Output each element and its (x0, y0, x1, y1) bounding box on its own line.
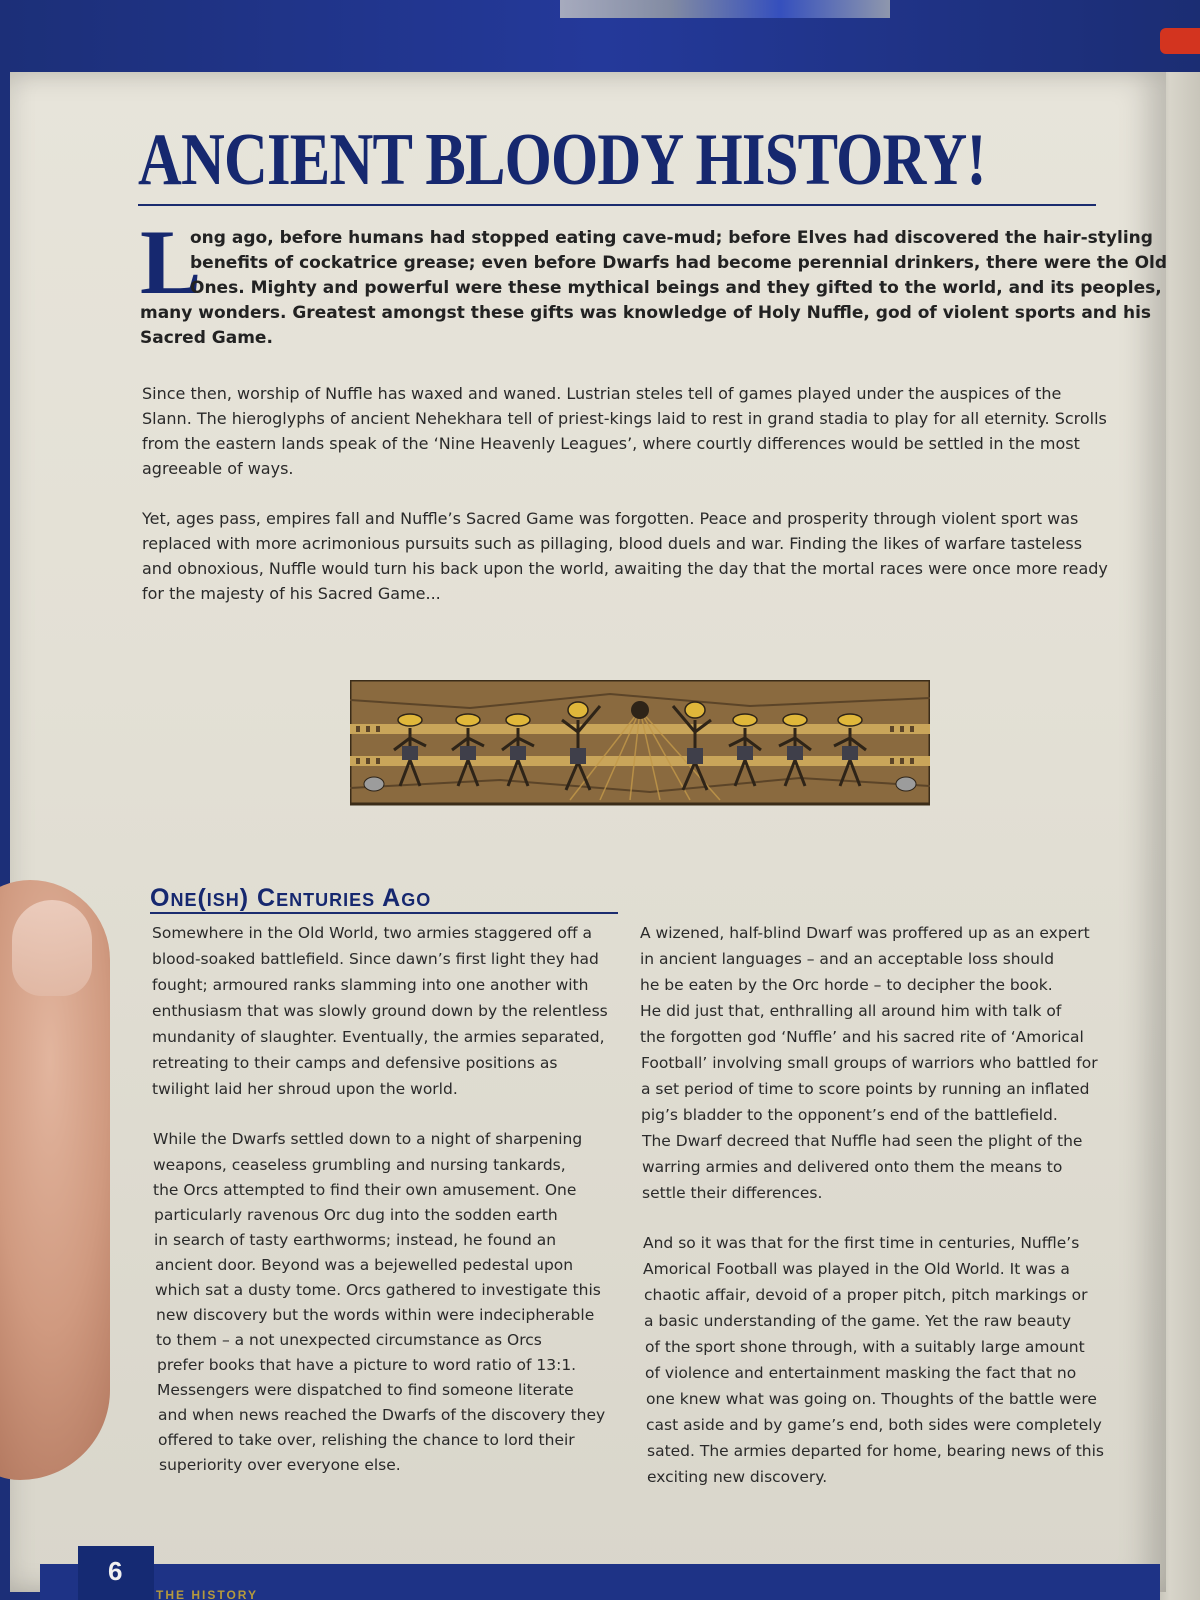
page-number: 6 (108, 1556, 123, 1586)
left-col-line: While the Dwarfs settled down to a night of sharpening (153, 1130, 583, 1148)
intro-line: benefits of cockatrice grease; even before Dwarfs had become perennial drinkers, there were the Old (190, 253, 1168, 273)
frieze-illustration (350, 680, 930, 808)
right-col-line: one knew what was going on. Thoughts of the battle were (646, 1390, 1097, 1408)
left-col-line: Messengers were dispatched to find someone literate (157, 1381, 574, 1399)
body-line: Slann. The hieroglyphs of ancient Nehekhara tell of priest-kings laid to rest in grand stadia to play for all eternity. Scrolls (142, 409, 1107, 428)
intro-line: Ones. Mighty and powerful were these mythical beings and they gifted to the world, and its peoples, (190, 278, 1162, 298)
left-col-line: in search of tasty earthworms; instead, he found an (154, 1231, 557, 1249)
right-col-line: chaotic affair, devoid of a proper pitch, pitch markings or (644, 1286, 1088, 1304)
left-col-line: which sat a dusty tome. Orcs gathered to investigate this (155, 1281, 601, 1299)
right-col-line: Football’ involving small groups of warriors who battled for (641, 1054, 1098, 1072)
title-underline (138, 204, 1096, 206)
body-line: replaced with more acrimonious pursuits such as pillaging, blood duels and war. Finding the likes of warfare tasteless (142, 534, 1083, 553)
body-line: from the eastern lands speak of the ‘Nine Heavenly Leagues’, where courtly differences would be settled in the most (142, 434, 1080, 453)
right-col-line: exciting new discovery. (647, 1468, 828, 1486)
intro-line: ong ago, before humans had stopped eating cave-mud; before Elves had discovered the hair-styling (190, 228, 1153, 248)
right-col-line: of violence and entertainment masking the fact that no (645, 1364, 1077, 1382)
right-col-line: sated. The armies departed for home, bearing news of this (647, 1442, 1105, 1460)
left-col-line: prefer books that have a picture to word ratio of 13:1. (157, 1356, 577, 1374)
body-line: Since then, worship of Nuffle has waxed and waned. Lustrian steles tell of games played under the auspices of the (142, 384, 1062, 403)
intro-line: Sacred Game. (140, 328, 273, 348)
right-col-line: settle their differences. (642, 1184, 823, 1202)
left-col-line: enthusiasm that was slowly ground down by the relentless (152, 1002, 608, 1020)
body-line: for the majesty of his Sacred Game... (142, 584, 441, 603)
left-col-line: fought; armoured ranks slamming into one another with (152, 976, 589, 994)
hieroglyph-frieze (350, 680, 930, 808)
left-col-line: Somewhere in the Old World, two armies staggered off a (152, 924, 592, 942)
thumbnail-nail (12, 900, 92, 996)
body-line: agreeable of ways. (142, 459, 294, 478)
right-col-line: a set period of time to score points by running an inflated (641, 1080, 1090, 1098)
right-col-line: The Dwarf decreed that Nuffle had seen the plight of the (642, 1132, 1083, 1150)
right-col-line: cast aside and by game’s end, both sides were completely (646, 1416, 1102, 1434)
right-col-line: of the sport shone through, with a suitably large amount (645, 1338, 1085, 1356)
left-col-line: retreating to their camps and defensive positions as (152, 1054, 558, 1072)
intro-line: many wonders. Greatest amongst these gifts was knowledge of Holy Nuffle, god of violent sports and his (140, 303, 1152, 323)
left-col-line: offered to take over, relishing the chance to lord their (158, 1431, 575, 1449)
left-col-line: the Orcs attempted to find their own amusement. One (153, 1181, 577, 1199)
right-col-line: the forgotten god ‘Nuffle’ and his sacred rite of ‘Amorical (640, 1028, 1084, 1046)
left-col-line: superiority over everyone else. (159, 1456, 401, 1474)
left-col-line: blood-soaked battlefield. Since dawn’s first light they had (152, 950, 599, 968)
bookmark-ribbon (1160, 28, 1200, 54)
footer-running-head: THE HISTORY (156, 1588, 259, 1600)
page-title: ANCIENT BLOODY HISTORY! (138, 119, 986, 201)
right-col-line: He did just that, enthralling all around him with talk of (640, 1002, 1062, 1020)
book-top-edge (560, 0, 890, 18)
left-col-line: mundanity of slaughter. Eventually, the armies separated, (152, 1028, 605, 1046)
right-col-line: A wizened, half-blind Dwarf was proffered up as an expert (640, 924, 1090, 942)
right-col-line: Amorical Football was played in the Old World. It was a (643, 1260, 1070, 1278)
right-col-line: a basic understanding of the game. Yet the raw beauty (644, 1312, 1071, 1330)
left-col-line: and when news reached the Dwarfs of the discovery they (158, 1406, 606, 1424)
right-col-line: pig’s bladder to the opponent’s end of the battlefield. (641, 1106, 1058, 1124)
left-col-line: to them – a not unexpected circumstance as Orcs (156, 1331, 542, 1349)
right-col-line: he be eaten by the Orc horde – to decipher the book. (640, 976, 1053, 994)
drop-cap: L (140, 211, 202, 313)
right-col-line: in ancient languages – and an acceptable loss should (640, 950, 1055, 968)
left-col-line: ancient door. Beyond was a bejewelled pedestal upon (155, 1256, 574, 1274)
left-col-line: particularly ravenous Orc dug into the sodden earth (154, 1206, 558, 1224)
left-col-line: weapons, ceaseless grumbling and nursing tankards, (153, 1156, 566, 1174)
body-line: Yet, ages pass, empires fall and Nuffle’s Sacred Game was forgotten. Peace and prosperity through violent sport was (142, 509, 1079, 528)
right-col-line: warring armies and delivered onto them the means to (642, 1158, 1063, 1176)
section-underline (150, 912, 618, 914)
section-heading: One(ish) Centuries Ago (150, 884, 432, 912)
body-line: and obnoxious, Nuffle would turn his back upon the world, awaiting the day that the mortal races were once more ready (142, 559, 1108, 578)
left-col-line: twilight laid her shroud upon the world. (152, 1080, 458, 1098)
right-col-line: And so it was that for the first time in centuries, Nuffle’s (643, 1234, 1080, 1252)
left-col-line: new discovery but the words within were indecipherable (156, 1306, 595, 1324)
